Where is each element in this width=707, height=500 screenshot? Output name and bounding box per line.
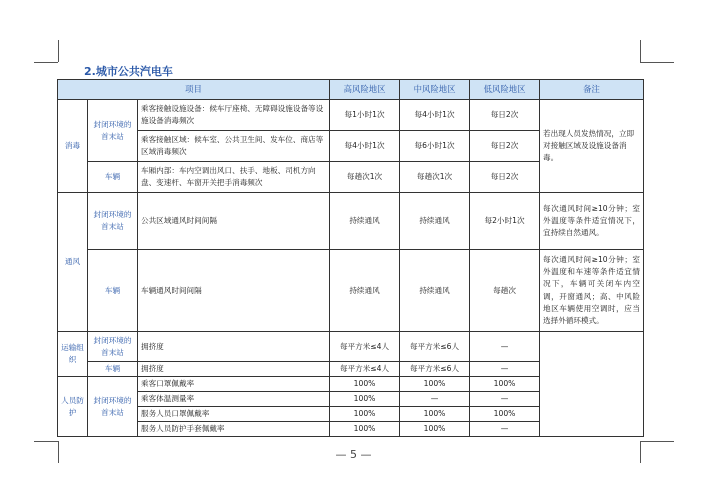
measures-table <box>57 79 644 437</box>
value-low: 每日2次 <box>470 131 540 162</box>
table-row <box>58 250 644 332</box>
item-text: 乘客接触区域：候车室、公共卫生间、发车位、商店等区域消毒频次 <box>138 131 330 162</box>
value-low: — <box>470 332 540 362</box>
value-mid: 每6小时1次 <box>400 131 470 162</box>
sub-station: 封闭环境的首末站 <box>88 377 138 437</box>
value-high: 持续通风 <box>330 193 400 250</box>
item-text: 乘客口罩佩戴率 <box>138 377 330 392</box>
header-high-risk: 高风险地区 <box>330 80 400 100</box>
value-high: 每平方米≤4人 <box>330 362 400 377</box>
item-text: 乘客接触设施设备：候车厅座椅、无障碍设施设备等设施设备消毒频次 <box>138 100 330 131</box>
note-empty <box>540 332 644 437</box>
crop-mark-top-right-h <box>640 62 674 63</box>
item-text: 车辆通风时间间隔 <box>138 250 330 332</box>
value-mid: 每平方米≤6人 <box>400 362 470 377</box>
sub-station: 封闭环境的首末站 <box>88 193 138 250</box>
header-item: 项目 <box>58 80 330 100</box>
value-high: 每1小时1次 <box>330 100 400 131</box>
crop-mark-top-right-v <box>640 40 641 62</box>
value-low: — <box>470 392 540 407</box>
value-low: 每日2次 <box>470 162 540 193</box>
note-ventilation-vehicle: 每次通风时间≥10分钟；室外温度和车速等条件适宜情况下，车辆可关闭车内空调，开窗通风；高、中风险地区车辆使用空调时，应当选择外循环模式。 <box>540 250 644 332</box>
header-low-risk: 低风险地区 <box>470 80 540 100</box>
sub-vehicle: 车辆 <box>88 250 138 332</box>
category-protection: 人员防护 <box>58 377 88 437</box>
item-text: 车厢内部：车内空调出风口、扶手、地板、司机方向盘、变速杆、车窗开关把手消毒频次 <box>138 162 330 193</box>
value-mid: 每平方米≤6人 <box>400 332 470 362</box>
crop-mark-top-left-v <box>58 40 59 62</box>
header-row <box>58 80 644 100</box>
value-mid: 100% <box>400 407 470 422</box>
item-text: 乘客体温测量率 <box>138 392 330 407</box>
value-high: 持续通风 <box>330 250 400 332</box>
value-mid: 每4小时1次 <box>400 100 470 131</box>
crop-mark-bottom-left-h <box>34 441 58 442</box>
value-high: 100% <box>330 392 400 407</box>
crop-mark-bottom-right-h <box>640 441 674 442</box>
table-row <box>58 193 644 250</box>
category-transport: 运输组织 <box>58 332 88 377</box>
category-disinfect: 消毒 <box>58 100 88 193</box>
item-text: 公共区域通风时间间隔 <box>138 193 330 250</box>
section-title: 2.城市公共汽电车 <box>84 65 173 78</box>
header-note: 备注 <box>540 80 644 100</box>
value-low: 100% <box>470 407 540 422</box>
category-ventilation: 通风 <box>58 193 88 332</box>
page-number: — 5 — <box>335 448 372 461</box>
value-high: 100% <box>330 422 400 437</box>
value-mid: 100% <box>400 422 470 437</box>
value-low: — <box>470 362 540 377</box>
header-mid-risk: 中风险地区 <box>400 80 470 100</box>
value-mid: 100% <box>400 377 470 392</box>
item-text: 拥挤度 <box>138 332 330 362</box>
sub-vehicle: 车辆 <box>88 162 138 193</box>
note-ventilation-station: 每次通风时间≥10分钟；室外温度等条件适宜情况下，宜持续自然通风。 <box>540 193 644 250</box>
sub-station: 封闭环境的首末站 <box>88 332 138 362</box>
value-high: 每4小时1次 <box>330 131 400 162</box>
item-text: 服务人员防护手套佩戴率 <box>138 422 330 437</box>
value-low: 100% <box>470 377 540 392</box>
item-text: 拥挤度 <box>138 362 330 377</box>
value-mid: 持续通风 <box>400 193 470 250</box>
crop-mark-top-left-h <box>34 62 58 63</box>
table-row <box>58 332 644 362</box>
item-text: 服务人员口罩佩戴率 <box>138 407 330 422</box>
value-low: 每2小时1次 <box>470 193 540 250</box>
note-disinfect: 若出现人员发热情况，立即对接触区域及设施设备消毒。 <box>540 100 644 193</box>
value-low: — <box>470 422 540 437</box>
value-high: 100% <box>330 377 400 392</box>
sub-vehicle: 车辆 <box>88 362 138 377</box>
table-row <box>58 100 644 131</box>
value-high: 每平方米≤4人 <box>330 332 400 362</box>
value-low: 每趟次 <box>470 250 540 332</box>
value-mid: 每趟次1次 <box>400 162 470 193</box>
sub-station: 封闭环境的首末站 <box>88 100 138 162</box>
value-mid: 持续通风 <box>400 250 470 332</box>
value-low: 每日2次 <box>470 100 540 131</box>
value-mid: — <box>400 392 470 407</box>
value-high: 每趟次1次 <box>330 162 400 193</box>
value-high: 100% <box>330 407 400 422</box>
